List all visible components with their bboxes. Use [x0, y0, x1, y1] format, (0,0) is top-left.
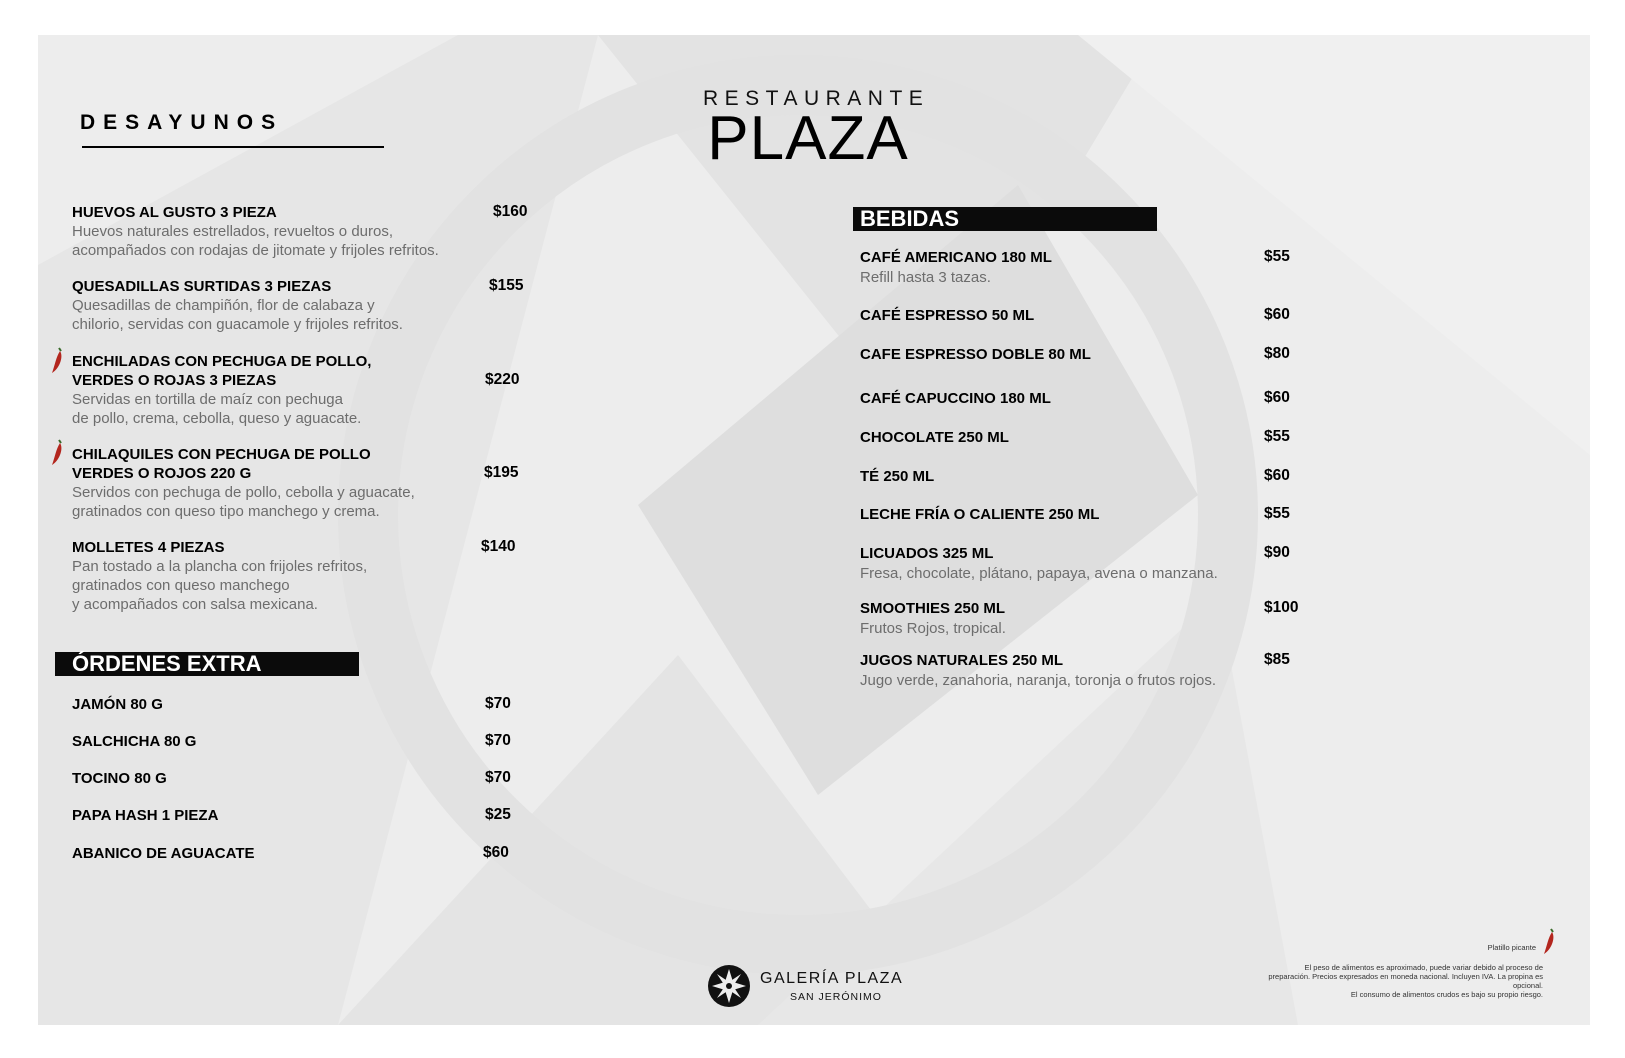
menu-item-description: de pollo, crema, cebolla, queso y aguacate. — [72, 410, 362, 427]
menu-page — [38, 35, 1590, 1025]
menu-item-price: $160 — [493, 203, 528, 220]
drink-item-name: LICUADOS 325 ML — [860, 545, 994, 562]
brand-subtitle: RESTAURANTE — [703, 87, 930, 110]
drink-item-price: $55 — [1264, 428, 1290, 445]
drink-item-name: CAFE ESPRESSO DOBLE 80 ML — [860, 346, 1091, 363]
extra-item-name: SALCHICHA 80 G — [72, 733, 197, 750]
drink-item-price: $60 — [1264, 306, 1290, 323]
footer-brand-name: GALERÍA PLAZA — [760, 970, 904, 987]
desayunos-heading: DESAYUNOS — [80, 111, 284, 134]
disclaimer — [1248, 963, 1543, 999]
drink-item-price: $60 — [1264, 467, 1290, 484]
drink-item-name: LECHE FRÍA O CALIENTE 250 ML — [860, 506, 1100, 523]
drink-item-description: Fresa, chocolate, plátano, papaya, avena o manzana. — [860, 565, 1218, 582]
brand-title: PLAZA — [707, 104, 909, 173]
chili-pepper-icon — [1542, 928, 1556, 956]
disclaimer-line: preparación. Precios expresados en moneda nacional. Incluyen IVA. La propina es — [1268, 972, 1543, 981]
drink-item-description: Jugo verde, zanahoria, naranja, toronja o frutos rojos. — [860, 672, 1217, 689]
drink-item-description: Frutos Rojos, tropical. — [860, 620, 1006, 637]
footer-location: SAN JERÓNIMO — [790, 991, 882, 1003]
menu-item-description: Huevos naturales estrellados, revueltos o duros, — [72, 223, 394, 240]
drink-item-price: $60 — [1264, 389, 1290, 406]
drink-item-price: $55 — [1264, 248, 1290, 265]
disclaimer-line: opcional. — [1512, 981, 1543, 990]
disclaimer-line: El consumo de alimentos crudos es bajo su propio riesgo. — [1350, 990, 1543, 999]
menu-item-description: acompañados con rodajas de jitomate y frijoles refritos. — [72, 242, 439, 259]
menu-item-name: VERDES O ROJAS 3 PIEZAS — [72, 372, 277, 389]
drink-item-price: $85 — [1264, 651, 1290, 668]
ordenes-extra-heading: ÓRDENES EXTRA — [55, 652, 359, 676]
chili-pepper-icon — [50, 347, 64, 375]
menu-item-description: Pan tostado a la plancha con frijoles refritos, — [72, 558, 368, 575]
menu-item-description: gratinados con queso manchego — [72, 577, 290, 594]
menu-item-name: HUEVOS AL GUSTO 3 PIEZA — [72, 204, 277, 221]
extra-item-name: ABANICO DE AGUACATE — [72, 845, 255, 862]
drink-item-name: SMOOTHIES 250 ML — [860, 600, 1006, 617]
bebidas-heading: BEBIDAS — [853, 207, 1157, 231]
menu-item-price: $155 — [489, 277, 524, 294]
menu-item-description: Servidos con pechuga de pollo, cebolla y aguacate, — [72, 484, 415, 501]
drink-item-price: $100 — [1264, 599, 1299, 616]
menu-item-description: chilorio, servidas con guacamole y frijoles refritos. — [72, 316, 403, 333]
drink-item-name: CAFÉ ESPRESSO 50 ML — [860, 307, 1035, 324]
menu-item-name: ENCHILADAS CON PECHUGA DE POLLO, — [72, 353, 372, 370]
menu-item-description: y acompañados con salsa mexicana. — [72, 596, 318, 613]
extra-item-name: PAPA HASH 1 PIEZA — [72, 807, 219, 824]
menu-item-description: Quesadillas de champiñón, flor de calabaza y — [72, 297, 375, 314]
drink-item-description: Refill hasta 3 tazas. — [860, 269, 991, 286]
drink-item-name: CAFÉ AMERICANO 180 ML — [860, 249, 1052, 266]
menu-item-price: $195 — [484, 464, 519, 481]
drink-item-name: JUGOS NATURALES 250 ML — [860, 652, 1064, 669]
menu-item-name: MOLLETES 4 PIEZAS — [72, 539, 225, 556]
chili-pepper-icon — [50, 439, 64, 467]
heading-underline — [82, 146, 384, 148]
drink-item-name: TÉ 250 ML — [860, 468, 935, 485]
extra-item-name: TOCINO 80 G — [72, 770, 167, 787]
menu-item-name: VERDES O ROJOS 220 G — [72, 465, 252, 482]
galeria-plaza-logo-icon — [706, 963, 752, 1009]
drink-item-price: $80 — [1264, 345, 1290, 362]
menu-item-description: gratinados con queso tipo manchego y crema. — [72, 503, 380, 520]
spicy-legend-label: Platillo picante — [1487, 943, 1536, 952]
extra-item-price: $70 — [485, 695, 511, 712]
menu-item-name: QUESADILLAS SURTIDAS 3 PIEZAS — [72, 278, 332, 295]
menu-item-name: CHILAQUILES CON PECHUGA DE POLLO — [72, 446, 371, 463]
extra-item-name: JAMÓN 80 G — [72, 696, 163, 713]
background-pattern — [38, 35, 1590, 1025]
drink-item-name: CHOCOLATE 250 ML — [860, 429, 1009, 446]
drink-item-price: $55 — [1264, 505, 1290, 522]
extra-item-price: $60 — [483, 844, 509, 861]
disclaimer-line: El peso de alimentos es aproximado, puede variar debido al proceso de — [1304, 963, 1543, 972]
menu-item-price: $140 — [481, 538, 516, 555]
drink-item-name: CAFÉ CAPUCCINO 180 ML — [860, 390, 1051, 407]
drink-item-price: $90 — [1264, 544, 1290, 561]
menu-item-description: Servidas en tortilla de maíz con pechuga — [72, 391, 343, 408]
extra-item-price: $70 — [485, 769, 511, 786]
extra-item-price: $70 — [485, 732, 511, 749]
extra-item-price: $25 — [485, 806, 511, 823]
menu-item-price: $220 — [485, 371, 520, 388]
